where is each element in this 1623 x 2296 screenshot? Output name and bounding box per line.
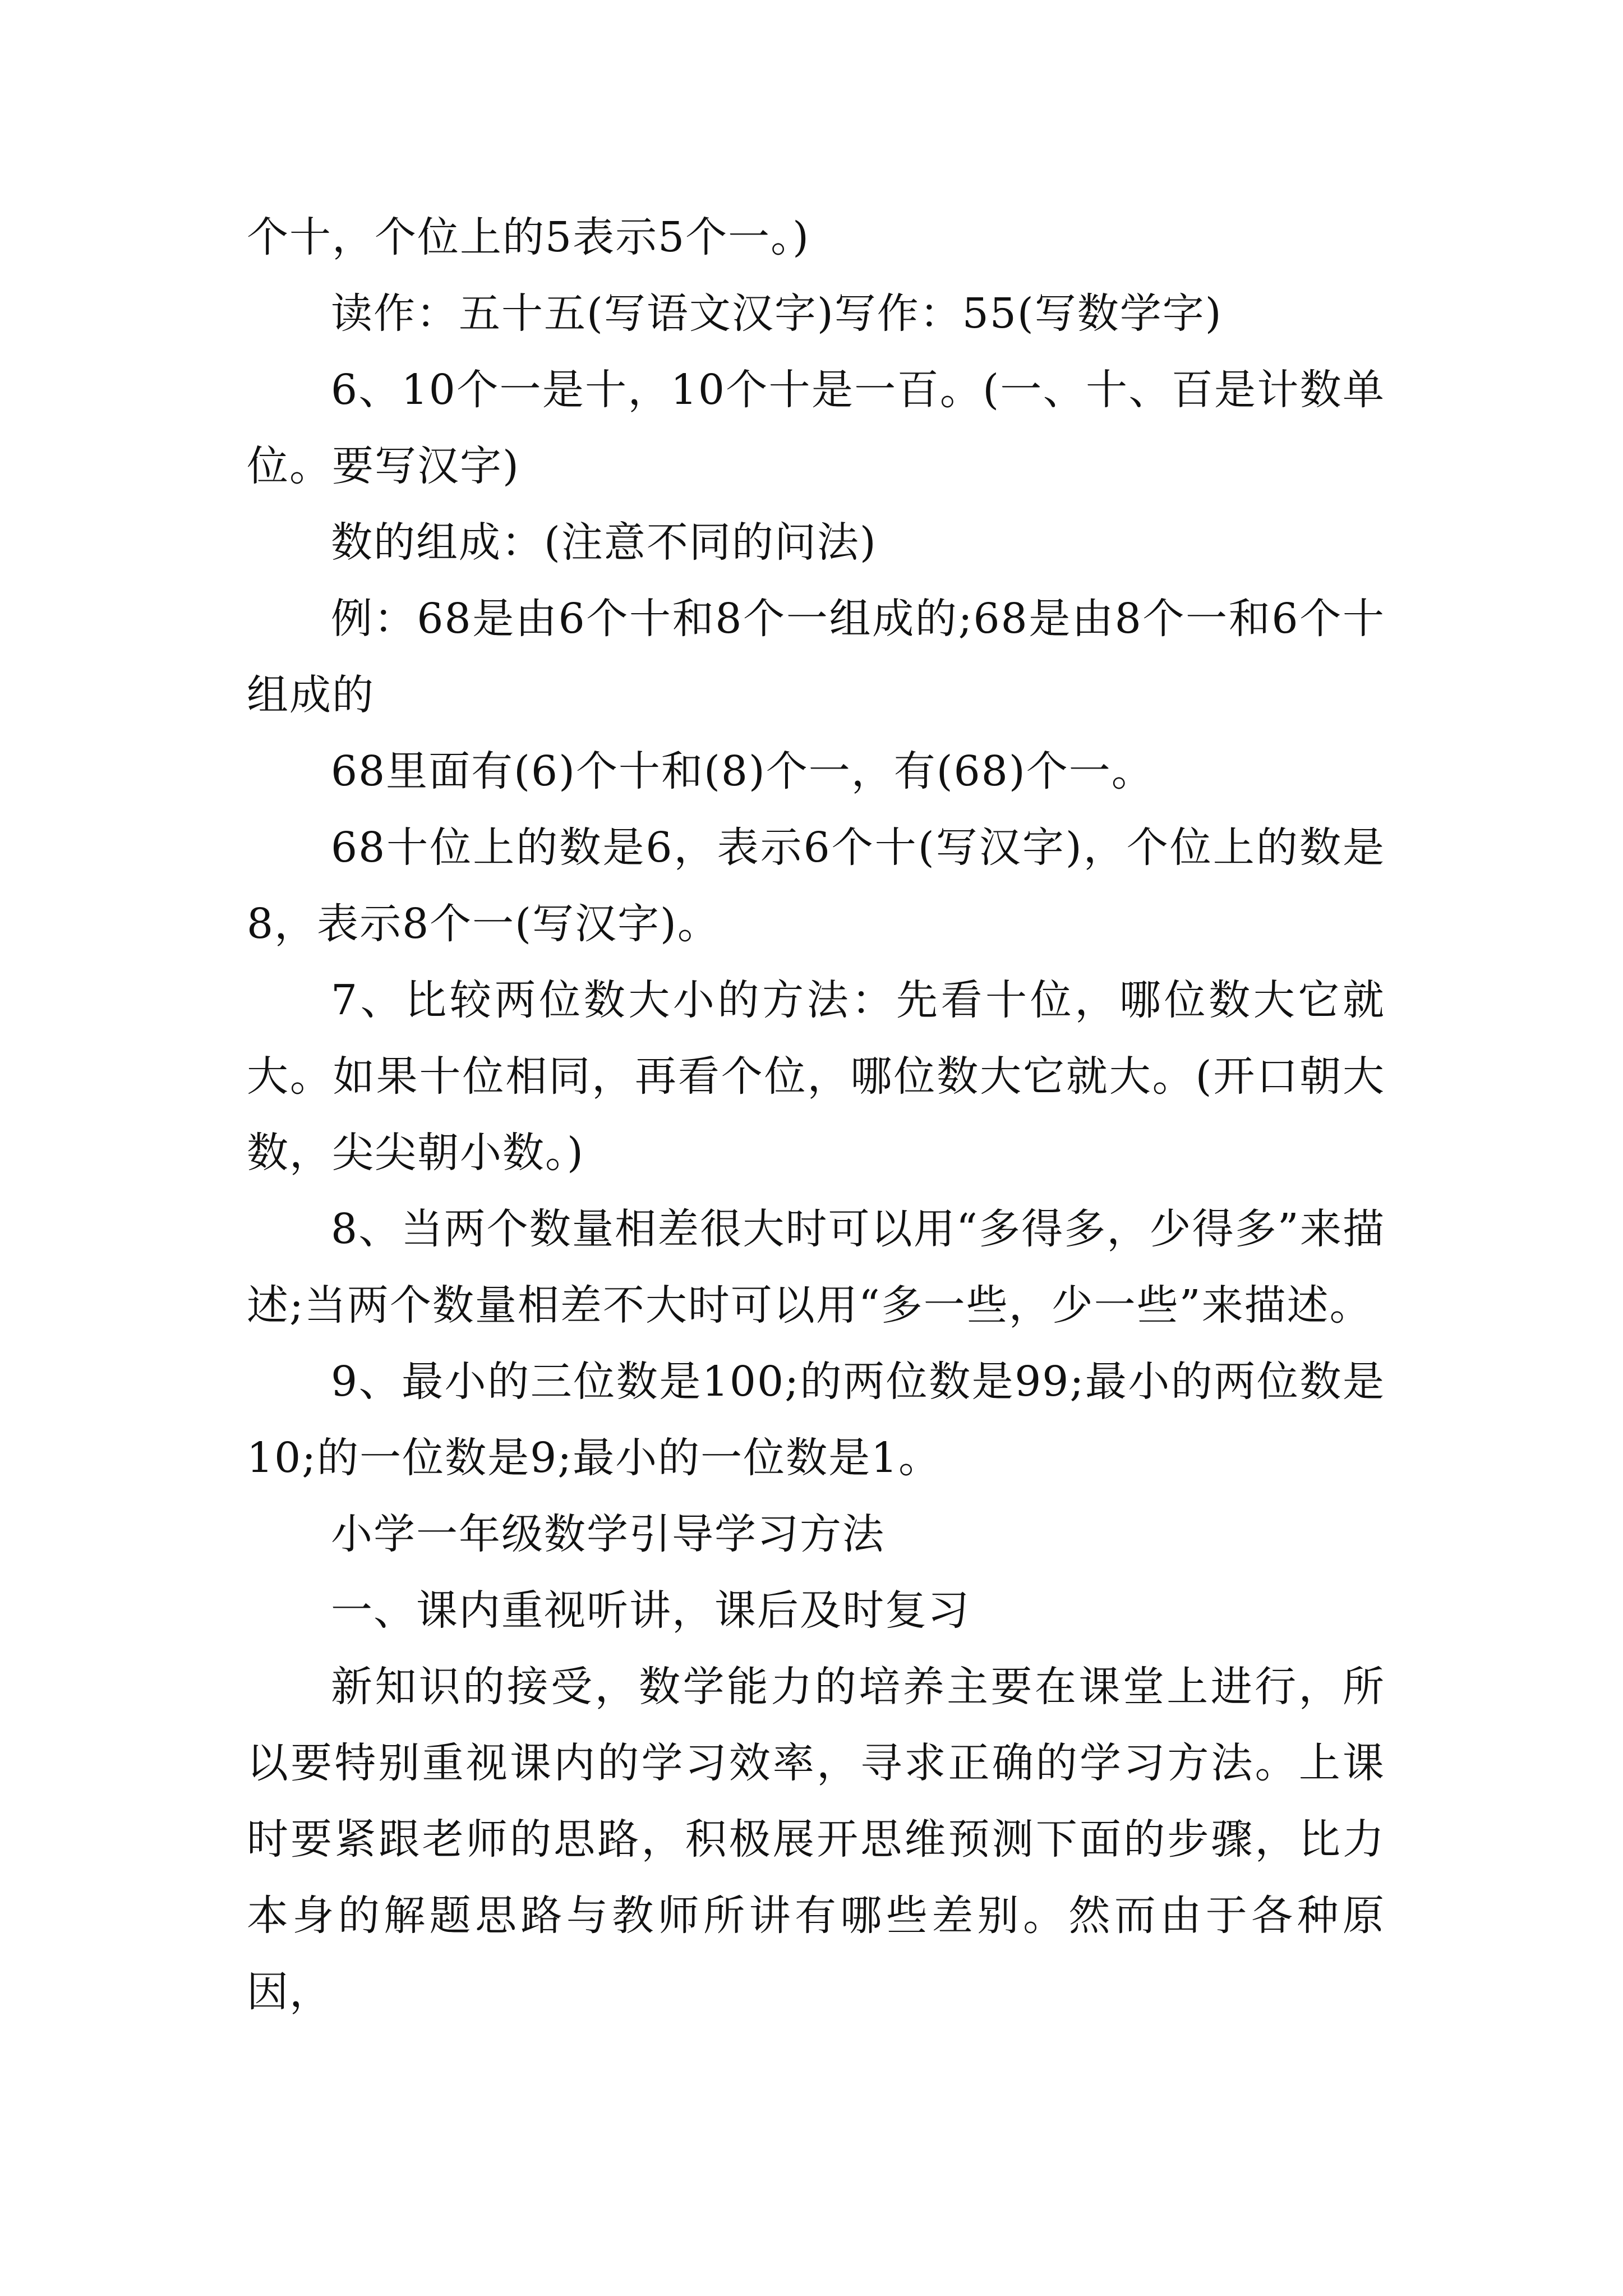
paragraph-example-68: 例：68是由6个十和8个一组成的;68是由8个一和6个十组成的 (247, 595, 1385, 719)
paragraph-quantity-difference: 8、当两个数量相差很大时可以用“多得多，少得多”来描述;当两个数量相差不大时可以用“多一些，少一些”来描述。 (247, 1205, 1385, 1329)
paragraph-smallest-largest: 9、最小的三位数是100;的两位数是99;最小的两位数是10;的一位数是9;最小的一位数是1。 (247, 1358, 1385, 1482)
paragraph-number-composition: 数的组成：(注意不同的问法) (331, 518, 877, 567)
paragraph-continuation: 个十，个位上的5表示5个一。) (247, 213, 810, 261)
paragraph-68-digits: 68十位上的数是6，表示6个十(写汉字)，个位上的数是8，表示8个一(写汉字)。 (247, 823, 1385, 948)
paragraph-counting-units: 6、10个一是十，10个十是一百。(一、十、百是计数单位。要写汉字) (247, 366, 1385, 490)
paragraph-68-contains: 68里面有(6)个十和(8)个一，有(68)个一。 (331, 747, 1154, 795)
paragraph-new-knowledge: 新知识的接受，数学能力的培养主要在课堂上进行，所以要特别重视课内的学习效率，寻求正确的学习方法。上课时要紧跟老师的思路，积极展开思维预测下面的步骤，比力本身的解题思路与教师所讲有哪些差别。然而由于各种原因， (247, 1663, 1385, 2016)
paragraph-reading-writing: 读作：五十五(写语文汉字)写作：55(写数学字) (331, 289, 1223, 338)
section-title: 小学一年级数学引导学习方法 (331, 1510, 885, 1558)
section-heading-1: 一、课内重视听讲，课后及时复习 (331, 1586, 970, 1635)
document-body (247, 199, 1385, 2030)
paragraph-compare-two-digit: 7、比较两位数大小的方法：先看十位，哪位数大它就大。如果十位相同，再看个位，哪位数大它就大。(开口朝大数，尖尖朝小数。) (247, 976, 1385, 1177)
